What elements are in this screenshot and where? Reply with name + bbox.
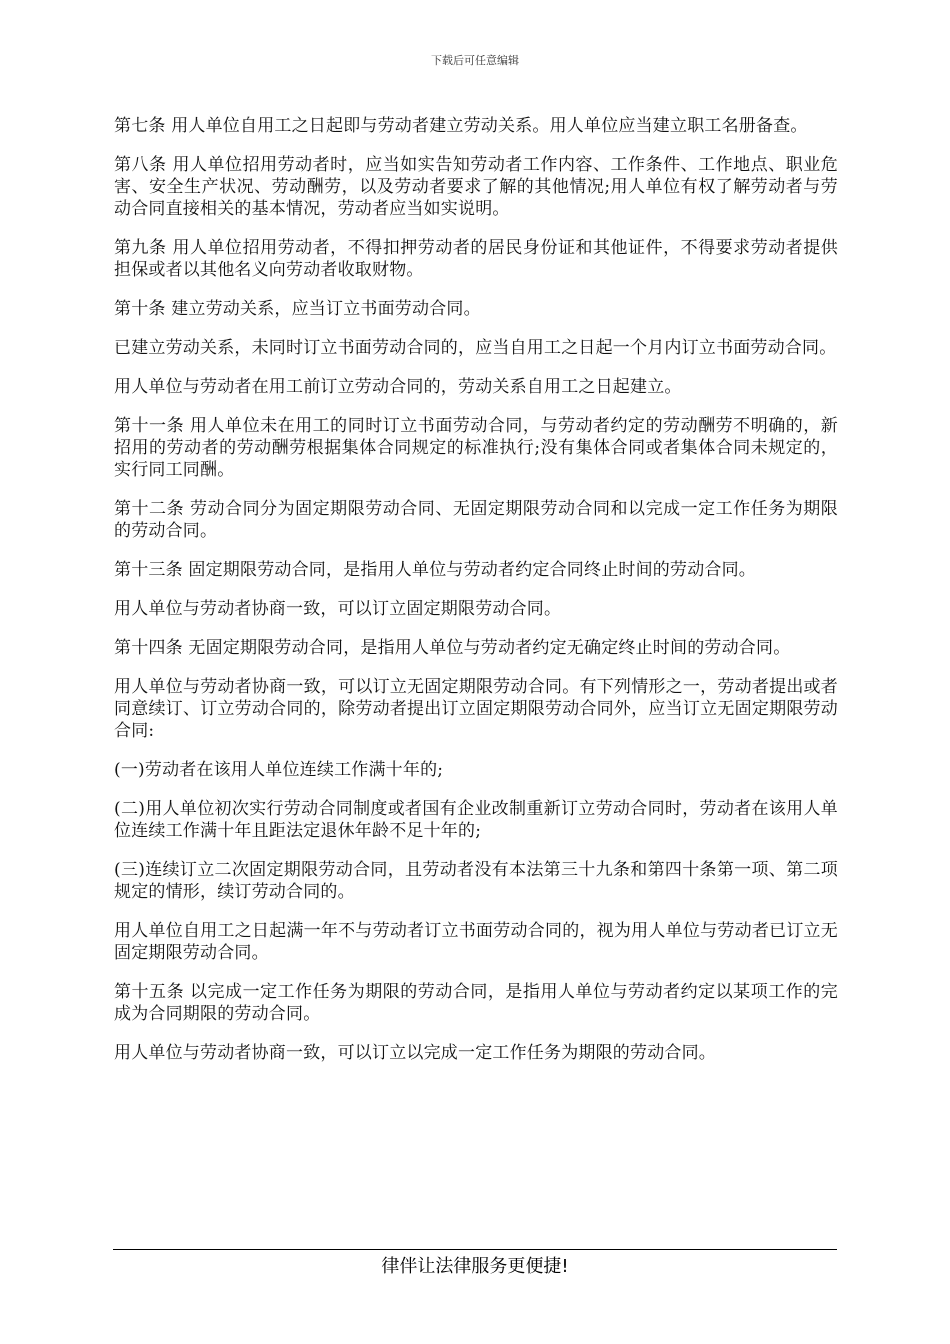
article-11: 第十一条 用人单位未在用工的同时订立书面劳动合同，与劳动者约定的劳动酬劳不明确的，新招用的劳动者的劳动酬劳根据集体合同规定的标准执行;没有集体合同或者集体合同未规定的，实行同工同酬。 <box>114 416 838 480</box>
article-7: 第七条 用人单位自用工之日起即与劳动者建立劳动关系。用人单位应当建立职工名册备查。 <box>114 116 808 136</box>
article-10: 第十条 建立劳动关系，应当订立书面劳动合同。 <box>114 299 481 319</box>
article-15: 第十五条 以完成一定工作任务为期限的劳动合同，是指用人单位与劳动者约定以某项工作的完成为合同期限的劳动合同。 <box>114 982 838 1024</box>
article-8: 第八条 用人单位招用劳动者时，应当如实告知劳动者工作内容、工作条件、工作地点、职业危害、安全生产状况、劳动酬劳，以及劳动者要求了解的其他情况;用人单位有权了解劳动者与劳动合同直接相关的基本情况，劳动者应当如实说明。 <box>114 155 838 219</box>
article-14: 第十四条 无固定期限劳动合同，是指用人单位与劳动者约定无确定终止时间的劳动合同。 <box>114 638 791 658</box>
article-14-paragraph-2: 用人单位与劳动者协商一致，可以订立无固定期限劳动合同。有下列情形之一，劳动者提出或者同意续订、订立劳动合同的，除劳动者提出订立固定期限劳动合同外，应当订立无固定期限劳动合同: <box>114 677 838 741</box>
article-15-paragraph-2: 用人单位与劳动者协商一致，可以订立以完成一定工作任务为期限的劳动合同。 <box>114 1043 716 1063</box>
header-note: 下载后可任意编辑 <box>431 54 519 67</box>
footer-slogan: 律伴让法律服务更便捷! <box>381 1256 569 1277</box>
article-10-paragraph-2: 已建立劳动关系，未同时订立书面劳动合同的，应当自用工之日起一个月内订立书面劳动合同。 <box>114 338 837 358</box>
article-14-paragraph-3: 用人单位自用工之日起满一年不与劳动者订立书面劳动合同的，视为用人单位与劳动者已订立无固定期限劳动合同。 <box>114 921 838 963</box>
footer-divider <box>113 1249 837 1250</box>
document-body <box>114 115 838 1081</box>
article-13: 第十三条 固定期限劳动合同，是指用人单位与劳动者约定合同终止时间的劳动合同。 <box>114 560 757 580</box>
article-12: 第十二条 劳动合同分为固定期限劳动合同、无固定期限劳动合同和以完成一定工作任务为期限的劳动合同。 <box>114 499 838 541</box>
article-14-item-2: (二)用人单位初次实行劳动合同制度或者国有企业改制重新订立劳动合同时，劳动者在该用人单位连续工作满十年且距法定退休年龄不足十年的; <box>114 799 838 841</box>
article-14-item-1: (一)劳动者在该用人单位连续工作满十年的; <box>114 760 444 780</box>
article-14-item-3: (三)连续订立二次固定期限劳动合同，且劳动者没有本法第三十九条和第四十条第一项、第二项规定的情形，续订劳动合同的。 <box>114 860 838 902</box>
article-9: 第九条 用人单位招用劳动者，不得扣押劳动者的居民身份证和其他证件，不得要求劳动者提供担保或者以其他名义向劳动者收取财物。 <box>114 238 838 280</box>
article-10-paragraph-3: 用人单位与劳动者在用工前订立劳动合同的，劳动关系自用工之日起建立。 <box>114 377 682 397</box>
article-13-paragraph-2: 用人单位与劳动者协商一致，可以订立固定期限劳动合同。 <box>114 599 562 619</box>
